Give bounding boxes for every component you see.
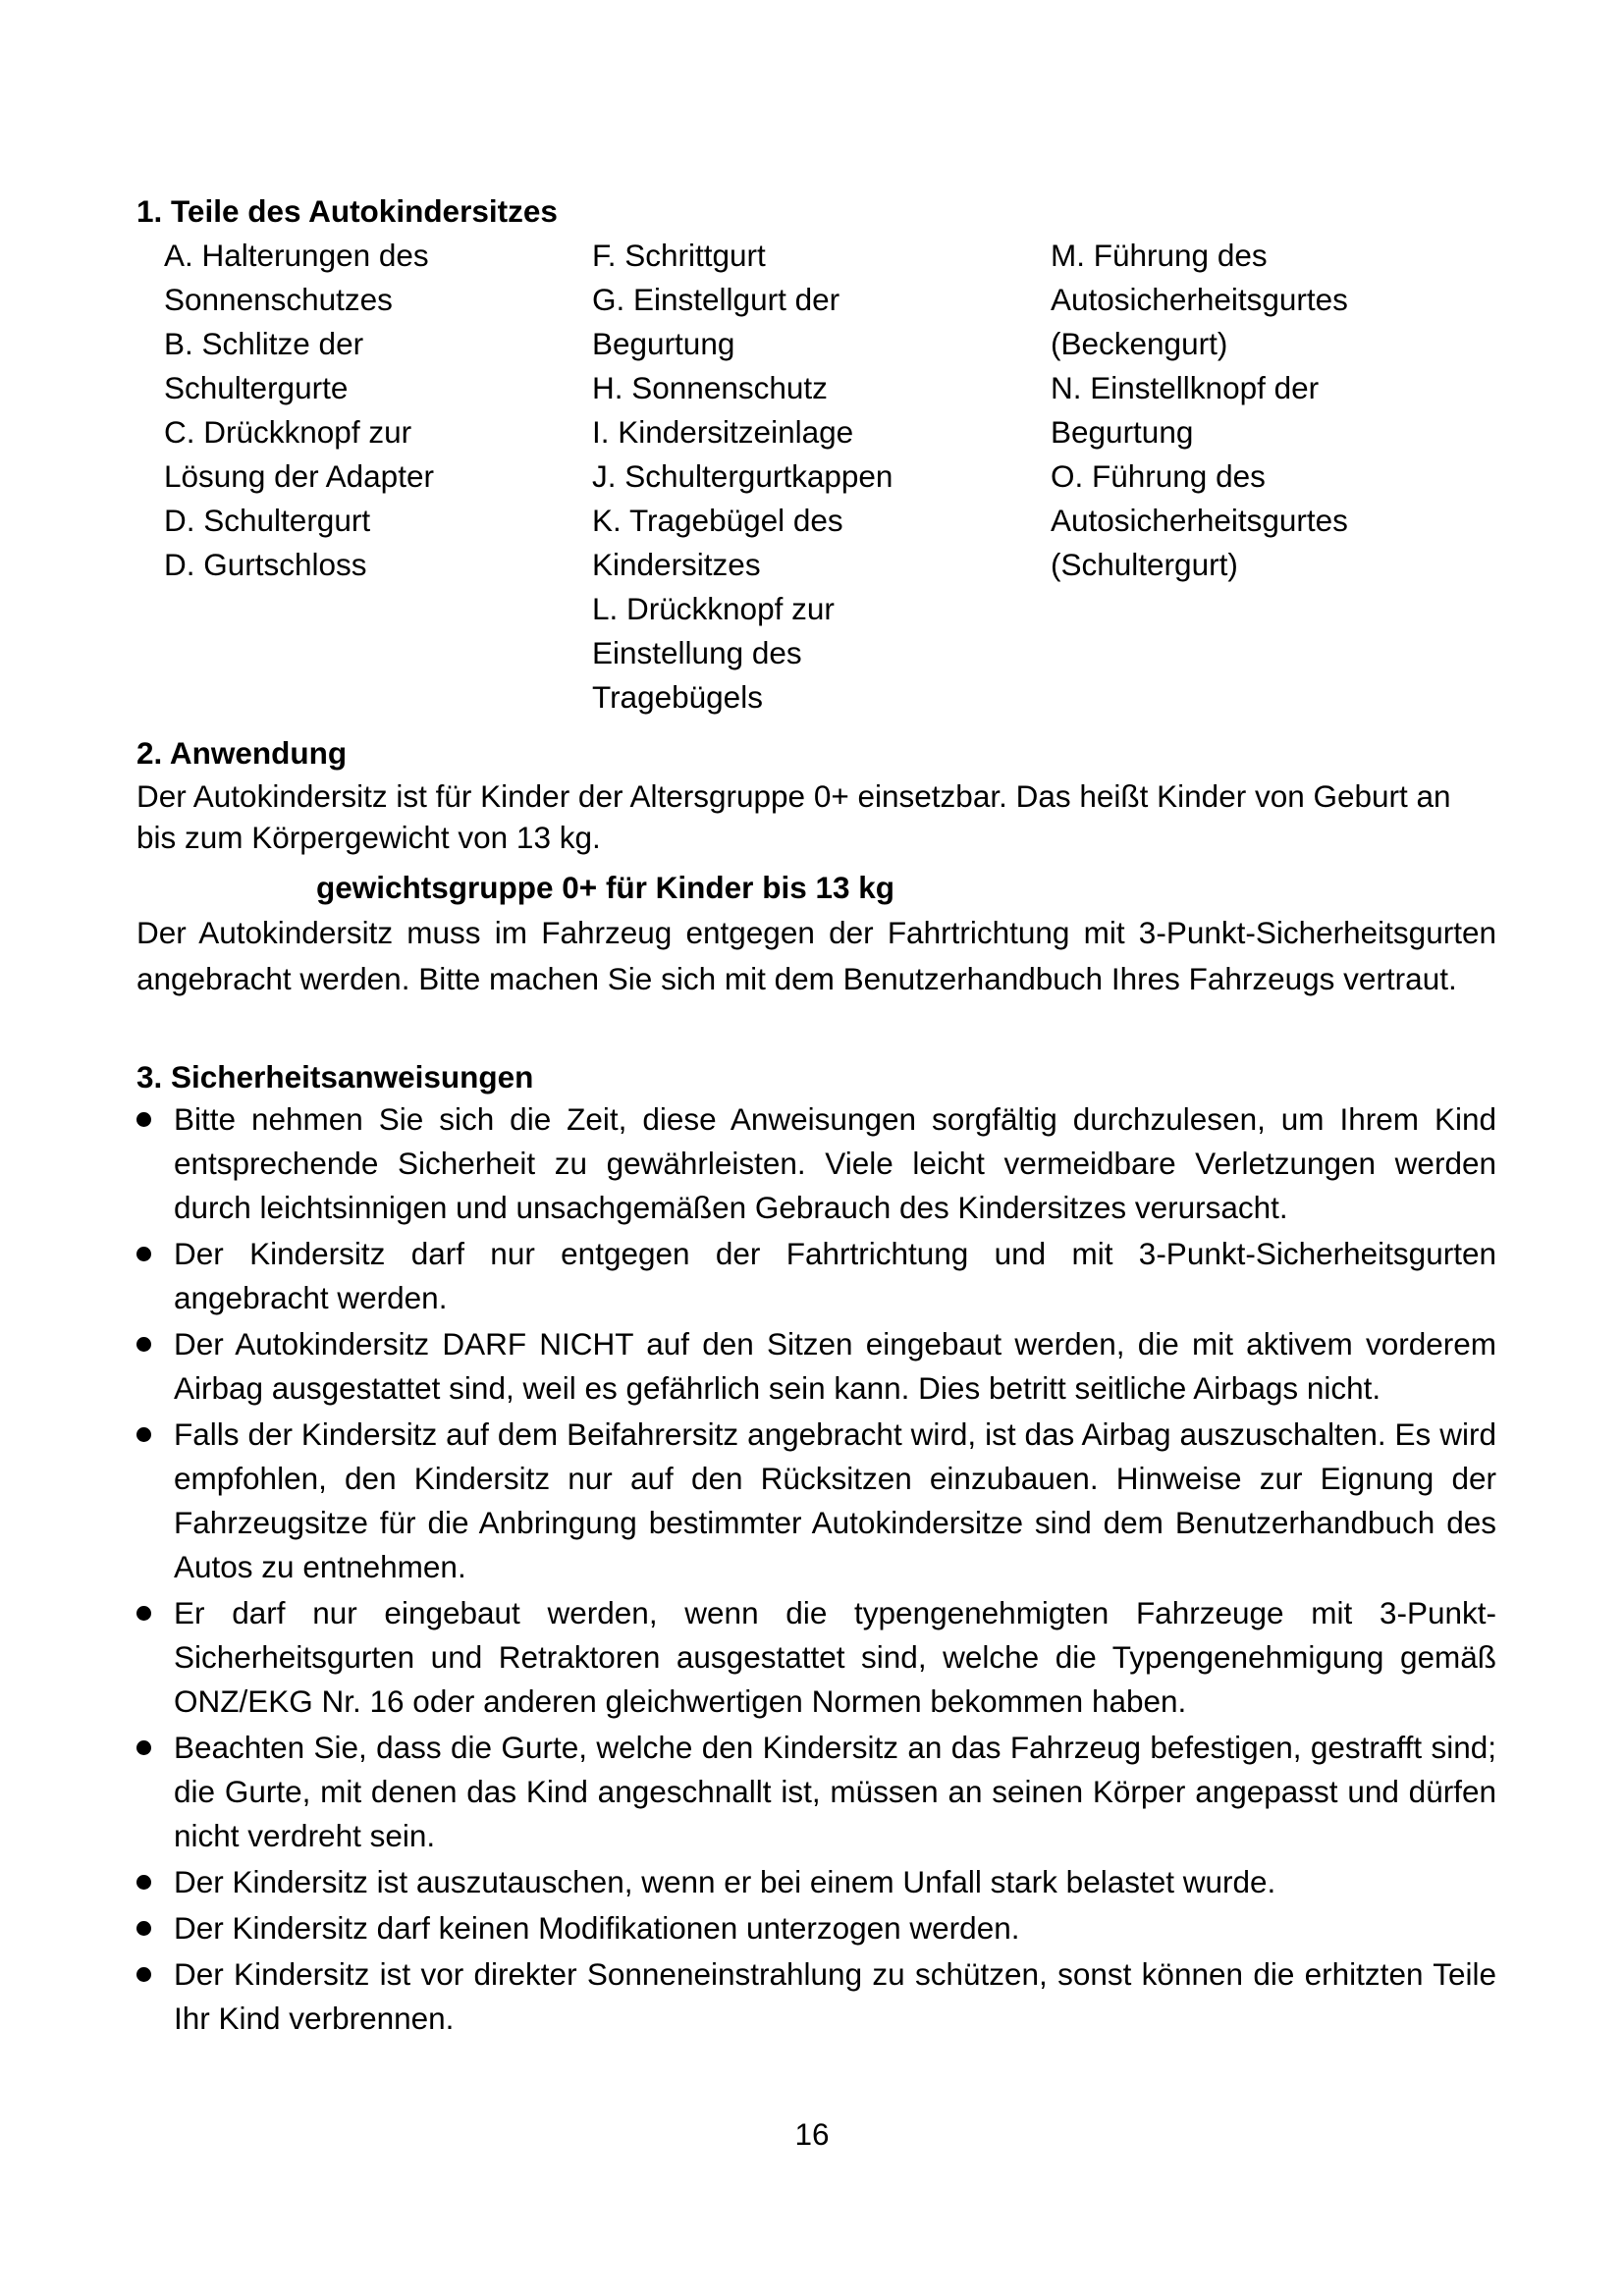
- parts-list-item: B. Schlitze der Schultergurte: [164, 326, 364, 405]
- safety-bullet-item: [136, 1860, 1496, 1904]
- bullet-dot-icon: [136, 1606, 151, 1621]
- parts-list-column-2: [592, 234, 1044, 720]
- safety-bullet-text: Bitte nehmen Sie sich die Zeit, diese Anweisungen sorgfältig durchzulesen, um Ihrem Kind entsprechende Sicherheit zu gewährleisten. Viele leicht vermeidbare Verletzungen werden durch leichtsinnigen und unsachgemäßen Gebrauch des Kindersitzes verursacht.: [174, 1101, 1496, 1225]
- parts-list-column-1: [164, 234, 586, 587]
- parts-list-item: A. Halterungen des Sonnenschutzes: [164, 238, 429, 317]
- safety-bullet-text: Falls der Kindersitz auf dem Beifahrersitz angebracht wird, ist das Airbag auszuschalten. Es wird empfohlen, den Kindersitz nur auf den Rücksitzen einzubauen. Hinweise zur Eignung der Fahrzeugsitze für die Anbringung bestimmter Autokindersitze sind dem Benutzerhandbuch des Autos zu entnehmen.: [174, 1416, 1496, 1584]
- parts-list-item: L. Drückknopf zur Einstellung des Tragebügels: [592, 591, 835, 715]
- page-number: 16: [794, 2116, 830, 2152]
- bullet-dot-icon: [136, 1921, 151, 1936]
- parts-list-item: D. Gurtschloss: [164, 547, 367, 582]
- safety-bullet-text: Der Kindersitz darf keinen Modifikationen unterzogen werden.: [174, 1910, 1020, 1946]
- safety-bullet-text: Der Kindersitz darf nur entgegen der Fahrtrichtung und mit 3-Punkt-Sicherheitsgurten angebracht werden.: [174, 1236, 1496, 1315]
- parts-list-item: D. Schultergurt: [164, 503, 371, 538]
- parts-list-item: C. Drückknopf zur Lösung der Adapter: [164, 414, 434, 494]
- safety-instructions-list: [136, 1097, 1496, 2043]
- section-title-usage: 2. Anwendung: [136, 735, 348, 771]
- safety-bullet-item: [136, 1413, 1496, 1589]
- safety-bullet-text: Er darf nur eingebaut werden, wenn die typengenehmigten Fahrzeuge mit 3-Punkt-Sicherheitsgurten und Retraktoren ausgestattet sind, welche die Typengenehmigung gemäß ONZ/EKG Nr. 16 oder anderen gleichwertigen Normen bekommen haben.: [174, 1595, 1496, 1719]
- parts-list-item: F. Schrittgurt: [592, 238, 766, 273]
- installation-paragraph: Der Autokindersitz muss im Fahrzeug entgegen der Fahrtrichtung mit 3-Punkt-Sicherheitsgurten angebracht werden. Bitte machen Sie sich mit dem Benutzerhandbuch Ihres Fahrzeugs vertraut.: [136, 915, 1496, 996]
- parts-list-item: J. Schultergurtkappen: [592, 458, 893, 494]
- safety-bullet-text: Der Kindersitz ist vor direkter Sonneneinstrahlung zu schützen, sonst können die erhitzten Teile Ihr Kind verbrennen.: [174, 1956, 1496, 2036]
- parts-list-column-3: [1051, 234, 1502, 587]
- bullet-dot-icon: [136, 1967, 151, 1982]
- parts-list-item: N. Einstellknopf der Begurtung: [1051, 370, 1320, 450]
- safety-bullet-text: Der Autokindersitz DARF NICHT auf den Sitzen eingebaut werden, die mit aktivem vorderem Airbag ausgestattet sind, weil es gefährlich sein kann. Dies betritt seitliche Airbags nicht.: [174, 1326, 1496, 1406]
- bullet-dot-icon: [136, 1427, 151, 1442]
- bullet-dot-icon: [136, 1112, 151, 1127]
- weight-group-subheading: gewichtsgruppe 0+ für Kinder bis 13 kg: [316, 870, 895, 905]
- parts-list-item: O. Führung des Autosicherheitsgurtes (Schultergurt): [1051, 458, 1348, 582]
- safety-bullet-item: [136, 1591, 1496, 1724]
- bullet-dot-icon: [136, 1875, 151, 1890]
- safety-bullet-item: [136, 1322, 1496, 1411]
- section-title-parts: 1. Teile des Autokindersitzes: [136, 193, 558, 229]
- parts-list-item: I. Kindersitzeinlage: [592, 414, 854, 450]
- parts-list-item: G. Einstellgurt der Begurtung: [592, 282, 840, 361]
- safety-bullet-item: [136, 1097, 1496, 1230]
- safety-bullet-item: [136, 1906, 1496, 1950]
- parts-list-item: M. Führung des Autosicherheitsgurtes (Beckengurt): [1051, 238, 1348, 361]
- bullet-dot-icon: [136, 1740, 151, 1755]
- safety-bullet-text: Der Kindersitz ist auszutauschen, wenn er bei einem Unfall stark belastet wurde.: [174, 1864, 1276, 1899]
- bullet-dot-icon: [136, 1337, 151, 1352]
- safety-bullet-item: [136, 1726, 1496, 1858]
- bullet-dot-icon: [136, 1247, 151, 1261]
- safety-bullet-item: [136, 1952, 1496, 2041]
- safety-bullet-text: Beachten Sie, dass die Gurte, welche den Kindersitz an das Fahrzeug befestigen, gestrafft sind; die Gurte, mit denen das Kind angeschnallt ist, müssen an seinen Körper angepasst und dürfen nicht verdreht sein.: [174, 1730, 1496, 1853]
- safety-bullet-item: [136, 1232, 1496, 1320]
- usage-intro-paragraph: Der Autokindersitz ist für Kinder der Altersgruppe 0+ einsetzbar. Das heißt Kinder von Geburt an bis zum Körpergewicht von 13 kg.: [136, 778, 1451, 855]
- parts-list-item: K. Tragebügel des Kindersitzes: [592, 503, 843, 582]
- parts-list-item: H. Sonnenschutz: [592, 370, 828, 405]
- section-title-safety: 3. Sicherheitsanweisungen: [136, 1059, 534, 1095]
